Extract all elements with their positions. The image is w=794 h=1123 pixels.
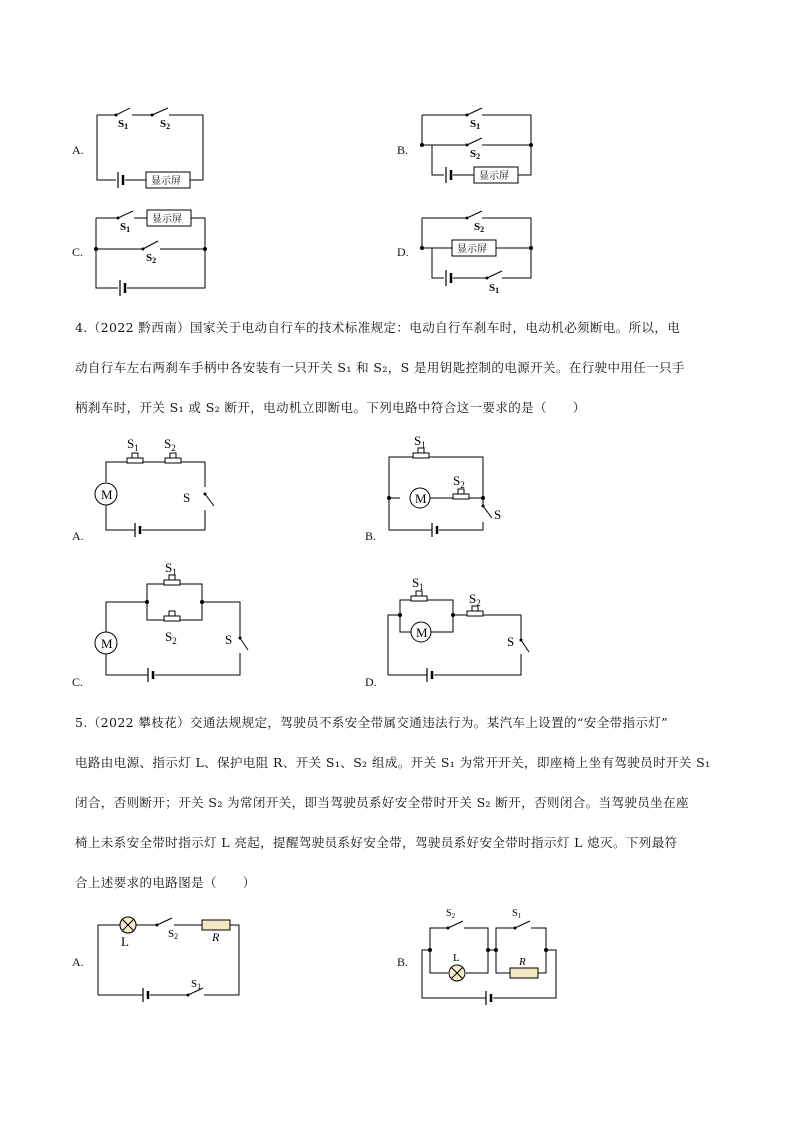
s1-label: S1 [118, 118, 129, 131]
svg-text:S1: $S_1$ [512, 908, 522, 920]
option-d-label: D. [397, 245, 409, 259]
svg-text:M: M [416, 625, 428, 640]
q5-text-line3: 闭合，否则断开；开关 S₂ 为常闭开关，即当驾驶员系好安全带时开关 S₂ 断开，否则闭合。当驾驶员坐在座 [75, 795, 689, 810]
option-a-label: A. [72, 143, 84, 157]
q4-circuit-b [383, 432, 513, 542]
svg-text:S1: $S_1$ [412, 575, 424, 592]
svg-text:L: L [453, 952, 460, 964]
svg-text:S2: $S_2$ [469, 591, 481, 608]
svg-text:S: S [494, 507, 502, 522]
svg-text:S2: S2 [168, 928, 179, 941]
q5-text-line2: 电路由电源、指示灯 L、保护电阻 R、开关 S₁、S₂ 组成。开关 S₁ 为常开开关，即座椅上坐有驾驶员时开关 S₁ [75, 755, 711, 770]
q4-option-b-label: B. [365, 529, 377, 543]
svg-text:S1: S1 [120, 221, 131, 234]
svg-text:S2: $S_2$ [165, 629, 177, 646]
svg-text:S: S [183, 490, 191, 505]
svg-text:S1: S1 [470, 118, 481, 131]
q4-option-d-label: D. [365, 675, 377, 689]
option-c-label: C. [72, 245, 84, 259]
q4-text-line1: 4.（2022 黔西南）国家关于电动自行车的技术标准规定：电动自行车刹车时，电动机必须断电。所以，电 [75, 320, 681, 335]
q4-text-line3: 柄刹车时，开关 S₁ 或 S₂ 断开，电动机立即断电。下列电路中符合这一要求的是（ ） [75, 400, 586, 415]
q4-option-a-label: A. [72, 529, 84, 543]
svg-text:S2: $S_2$ [446, 908, 456, 920]
svg-text:显示屏: 显示屏 [152, 214, 182, 225]
q5-option-b-label: B. [397, 955, 409, 969]
svg-text:S1: $S_1$ [127, 436, 139, 453]
svg-text:显示屏: 显示屏 [479, 171, 509, 182]
q3-circuit-a [90, 100, 210, 190]
svg-text:M: M [415, 491, 427, 506]
svg-text:S2: S2 [146, 252, 157, 265]
q4-circuit-a [90, 432, 220, 542]
svg-text:S1: $S_1$ [414, 433, 426, 450]
q3-circuit-d [412, 203, 542, 298]
option-b-label: B. [397, 143, 409, 157]
svg-text:S: S [225, 632, 233, 647]
display-label: 显示屏 [151, 176, 181, 187]
q4-text-line2: 动自行车左右两刹车手柄中各安装有一只开关 S₁ 和 S₂，S 是用钥匙控制的电源开关。在行驶中用任一只手 [75, 360, 685, 375]
svg-text:S1: S1 [191, 978, 202, 991]
svg-text:S2: $S_2$ [453, 473, 465, 490]
svg-text:M: M [101, 636, 113, 651]
q4-circuit-d [383, 560, 543, 685]
q3-circuit-b [412, 100, 542, 192]
s2-label: S2 [160, 118, 171, 131]
svg-text:R: R [212, 930, 220, 944]
q3-circuit-c [88, 203, 213, 298]
q5-circuit-a [92, 905, 247, 1005]
q5-option-a-label: A. [72, 955, 84, 969]
q5-text-line4: 椅上未系安全带时指示灯 L 亮起，提醒驾驶员系好安全带，驾驶员系好安全带时指示灯 L 熄灭。下列最符 [75, 835, 678, 850]
svg-text:S2: $S_2$ [164, 436, 176, 453]
q4-circuit-c [90, 560, 255, 685]
q5-circuit-b [418, 903, 568, 1008]
svg-text:S2: S2 [470, 148, 481, 161]
svg-text:显示屏: 显示屏 [457, 244, 487, 255]
svg-text:R: R [519, 956, 526, 968]
q5-text-line5: 合上述要求的电路图是（ ） [75, 875, 256, 890]
svg-text:S: S [507, 634, 515, 649]
svg-text:S2: S2 [474, 221, 485, 234]
q4-option-c-label: C. [72, 675, 84, 689]
svg-text:S1: S1 [489, 282, 500, 295]
q5-text-line1: 5.（2022 攀枝花）交通法规规定，驾驶员不系安全带属交通违法行为。某汽车上设置的“安全带指示灯” [75, 715, 668, 730]
svg-text:L: L [121, 934, 129, 949]
svg-text:M: M [101, 487, 113, 502]
svg-text:S1: $S_1$ [165, 560, 177, 577]
